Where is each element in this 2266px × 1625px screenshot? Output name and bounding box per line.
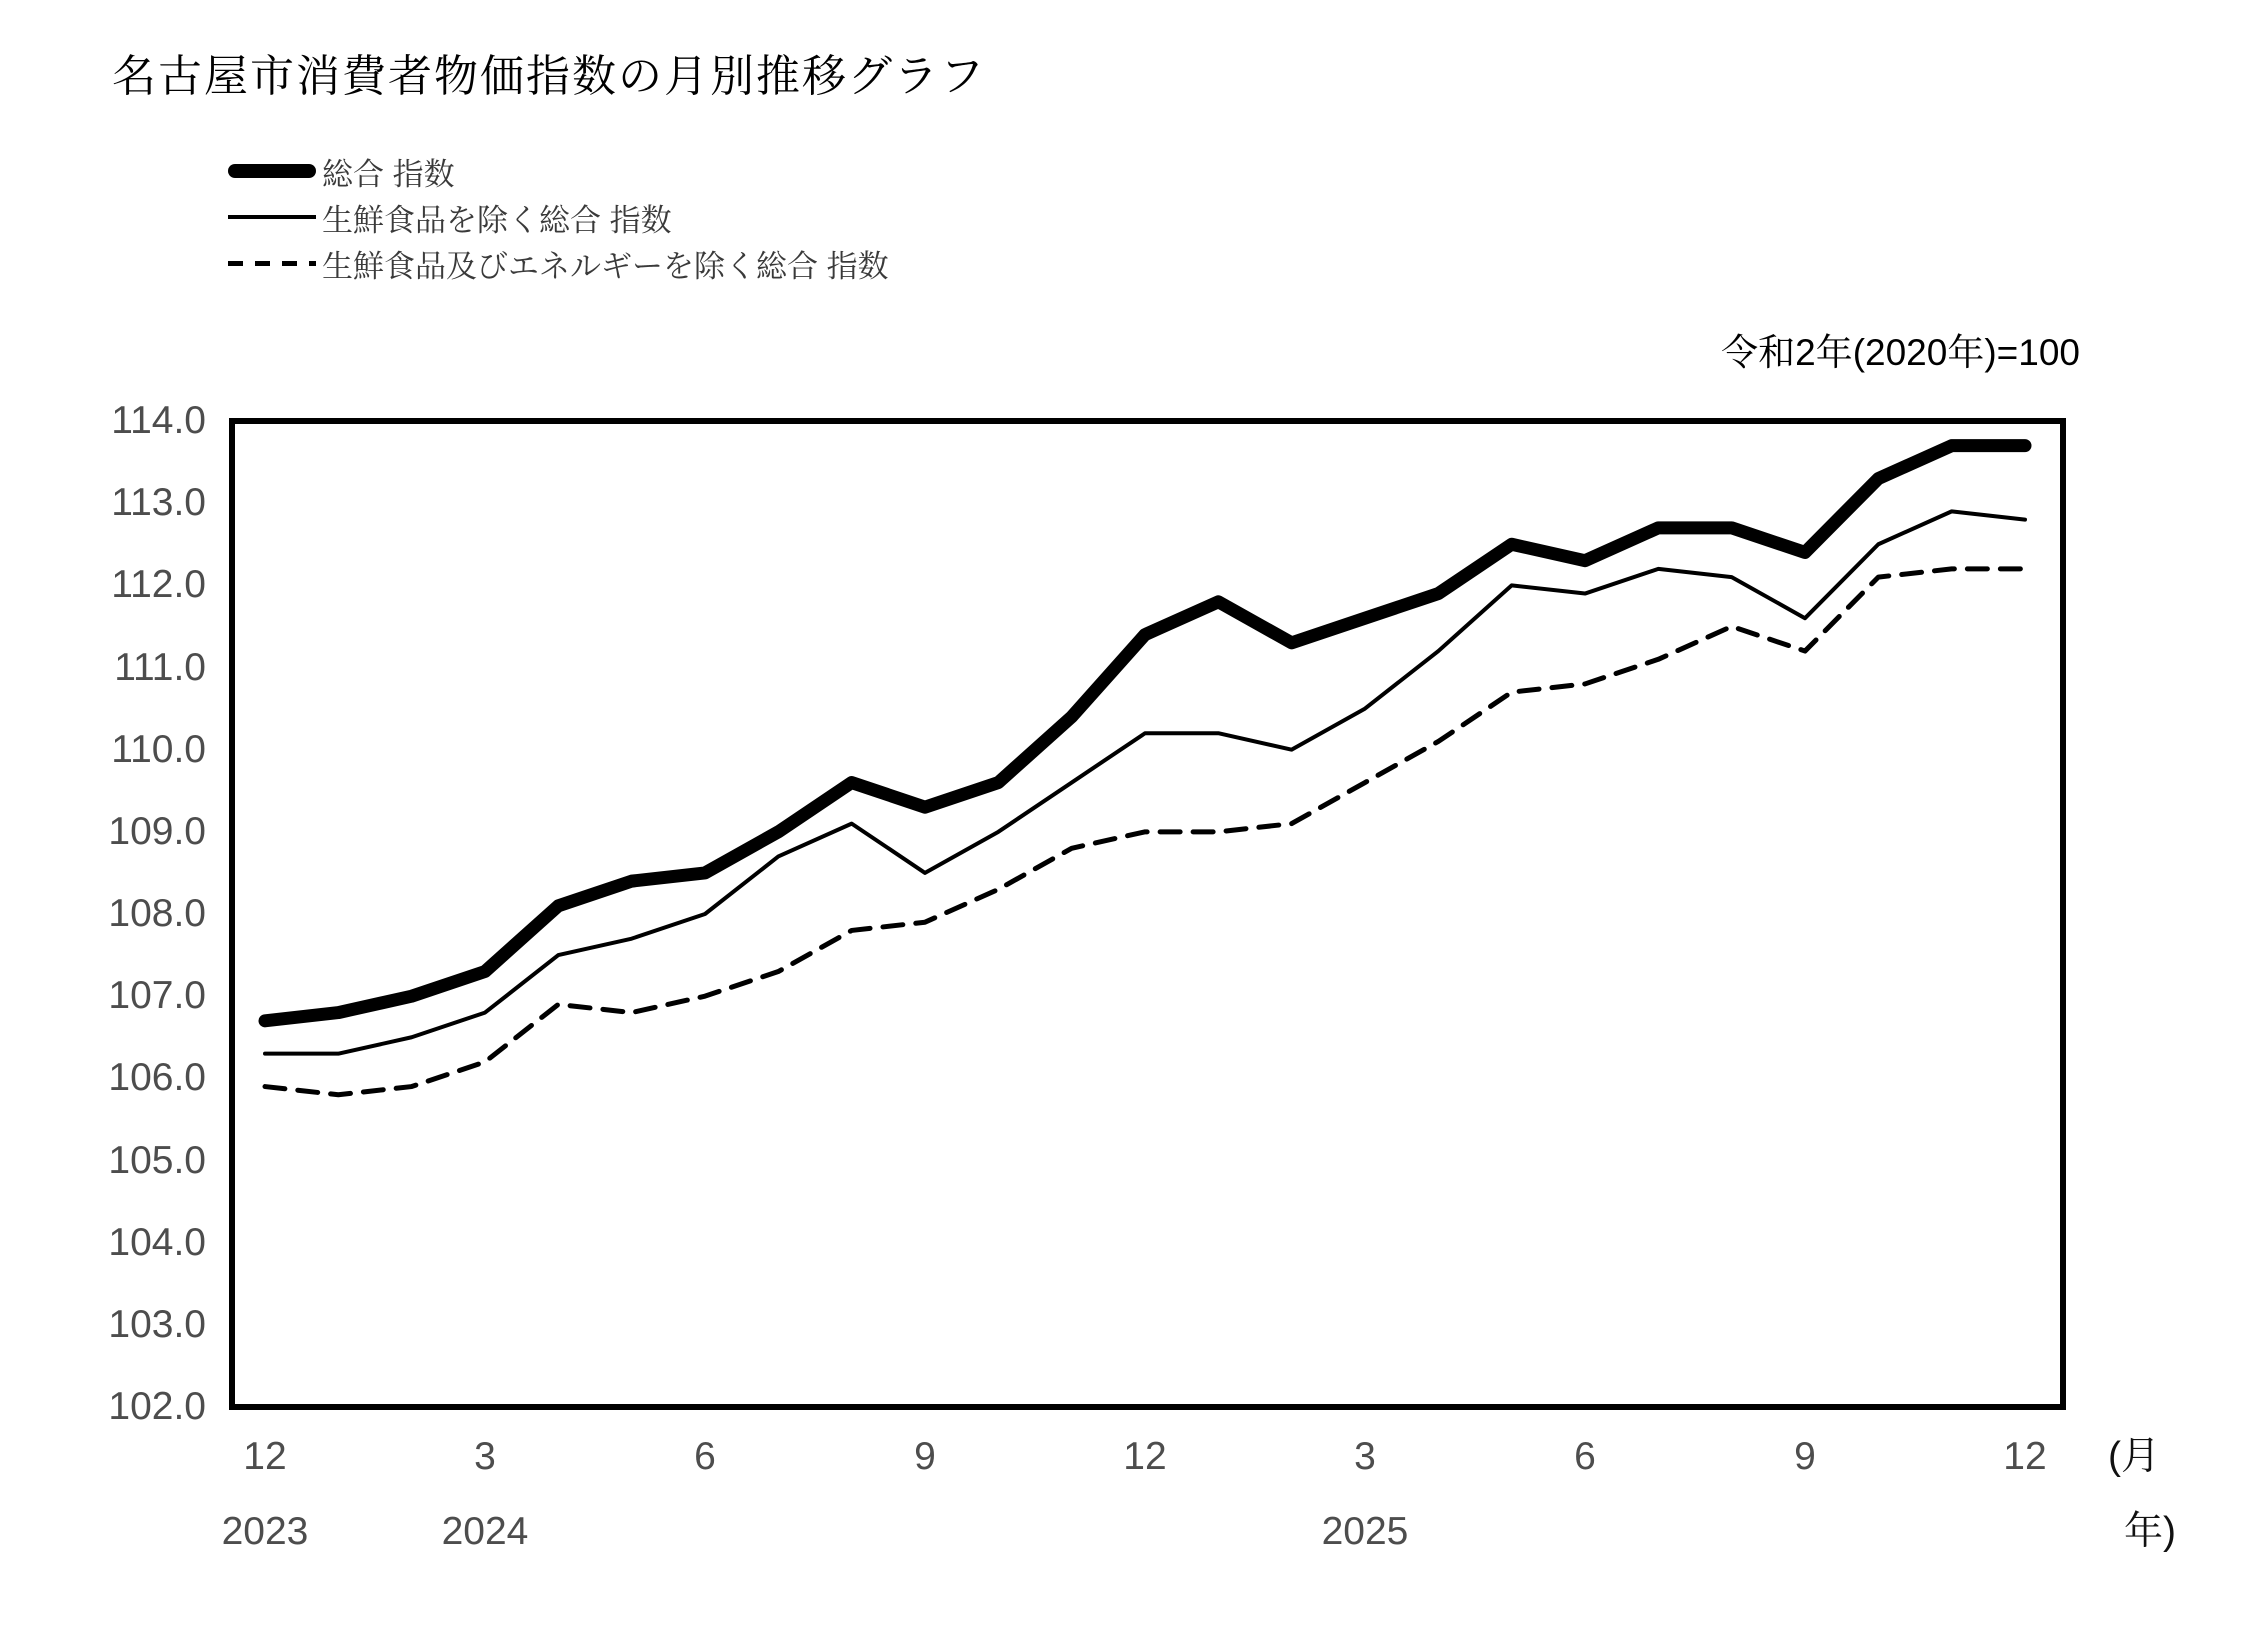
legend-label-ex-fresh-food: 生鮮食品を除く総合 指数	[322, 202, 672, 238]
y-axis-tick-label: 105.0	[108, 1138, 206, 1182]
x-axis-month-label: 9	[1794, 1435, 1816, 1478]
x-axis-unit-month: (月	[2108, 1435, 2160, 1478]
y-axis-tick-label: 113.0	[111, 481, 206, 525]
x-axis-month-label: 3	[1354, 1435, 1376, 1478]
x-axis-year-label: 2023	[221, 1510, 309, 1553]
y-axis-tick-label: 104.0	[108, 1220, 206, 1264]
y-axis-tick-label: 110.0	[111, 727, 206, 771]
y-axis-tick-label: 107.0	[108, 974, 206, 1018]
x-axis-month-label: 12	[1123, 1435, 1167, 1478]
y-axis-tick-label: 108.0	[108, 892, 206, 935]
base-year-note: 令和2年(2020年)=100	[1721, 332, 2080, 373]
x-axis-unit-year: 年)	[2124, 1510, 2176, 1553]
x-axis-year-label: 2024	[441, 1510, 529, 1553]
chart-title: 名古屋市消費者物価指数の月別推移グラフ	[112, 52, 986, 101]
x-axis-month-label: 3	[474, 1435, 496, 1478]
legend-label-ex-fresh-food-energy: 生鮮食品及びエネルギーを除く総合 指数	[322, 248, 889, 284]
y-axis-tick-label: 114.0	[111, 399, 206, 442]
x-axis-month-label: 12	[2003, 1435, 2047, 1478]
y-axis-tick-label: 103.0	[108, 1302, 206, 1346]
series-line-ex-fresh-food	[265, 511, 2025, 1053]
y-axis-tick-label: 112.0	[111, 563, 206, 607]
legend-label-overall: 総合 指数	[322, 156, 455, 192]
plot-frame	[232, 421, 2063, 1407]
y-axis-tick-label: 102.0	[108, 1385, 206, 1428]
x-axis-month-label: 6	[1574, 1435, 1596, 1478]
y-axis-tick-label: 109.0	[108, 809, 206, 853]
y-axis-tick-label: 106.0	[108, 1056, 206, 1100]
y-axis-tick-label: 111.0	[114, 645, 206, 689]
x-axis-month-label: 9	[914, 1435, 936, 1478]
series-line-ex-fresh-food-energy	[265, 569, 2025, 1095]
x-axis-month-label: 12	[243, 1435, 287, 1478]
x-axis-month-label: 6	[694, 1435, 716, 1478]
x-axis-year-label: 2025	[1321, 1510, 1409, 1553]
